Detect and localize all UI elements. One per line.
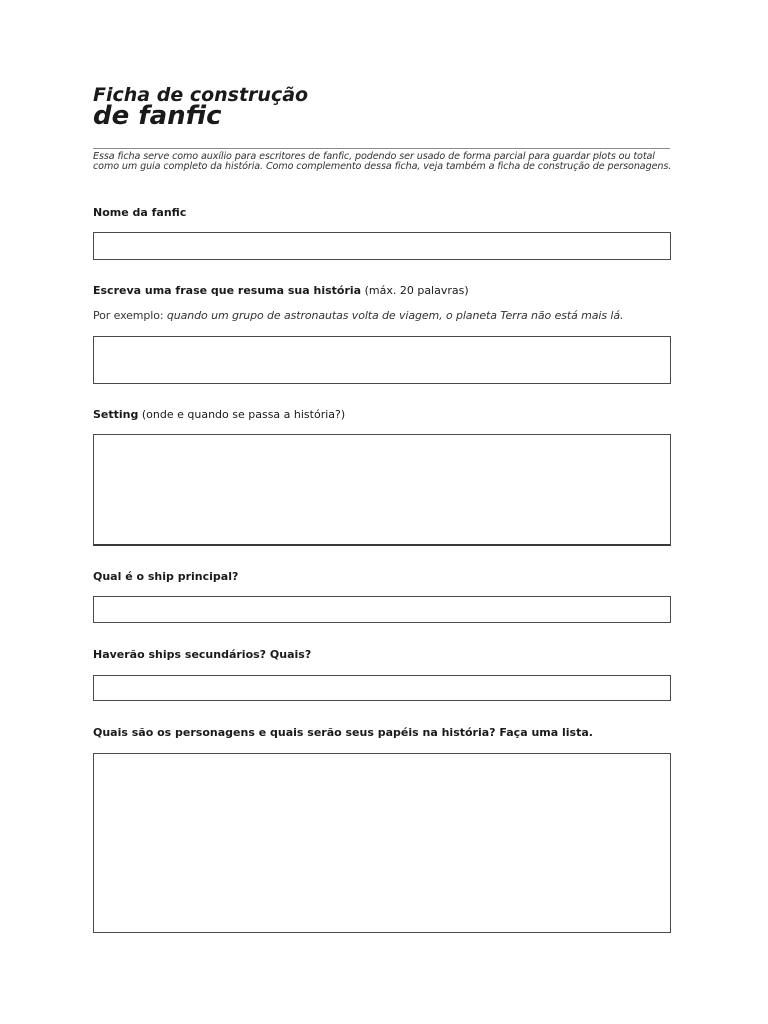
summary-example: [93, 309, 623, 323]
fanfic-name-field[interactable]: [93, 232, 671, 260]
form-title-line-2: de fanfic: [93, 101, 222, 131]
summary-label-note: (máx. 20 palavras): [361, 284, 469, 297]
summary-label: [93, 284, 469, 298]
secondary-ships-label-text: Haverão ships secundários? Quais?: [93, 648, 312, 661]
secondary-ships-field[interactable]: [93, 675, 671, 701]
setting-label-note: (onde e quando se passa a história?): [138, 408, 346, 421]
main-ship-label: [93, 570, 238, 584]
main-ship-label-text: Qual é o ship principal?: [93, 570, 239, 583]
setting-label: [93, 408, 345, 422]
characters-label: [93, 726, 593, 740]
setting-field[interactable]: [93, 434, 671, 546]
summary-label-text: Escreva uma frase que resuma sua história: [93, 284, 362, 297]
form-title-line-1: Ficha de construção: [93, 84, 309, 106]
setting-label-text: Setting: [93, 408, 139, 421]
characters-label-text: Quais são os personagens e quais serão seus papéis na história? Faça uma lista.: [93, 726, 593, 739]
secondary-ships-label: [93, 648, 311, 662]
title-divider: [93, 148, 670, 149]
main-ship-field[interactable]: [93, 596, 671, 623]
summary-example-text: quando um grupo de astronautas volta de viagem, o planeta Terra não está mais lá.: [166, 309, 624, 322]
fanfic-name-label-text: Nome da fanfic: [93, 206, 187, 219]
intro-text: Essa ficha serve como auxílio para escritores de fanfic, podendo ser usado de forma parcial para guardar plots ou total como um guia completo da história. Como complemento dessa ficha, veja também a ficha de construção de personagens.: [93, 151, 672, 172]
characters-field[interactable]: [93, 753, 671, 933]
summary-field[interactable]: [93, 336, 671, 384]
fanfic-name-label: [93, 206, 186, 220]
summary-example-prefix: Por exemplo:: [93, 309, 167, 322]
